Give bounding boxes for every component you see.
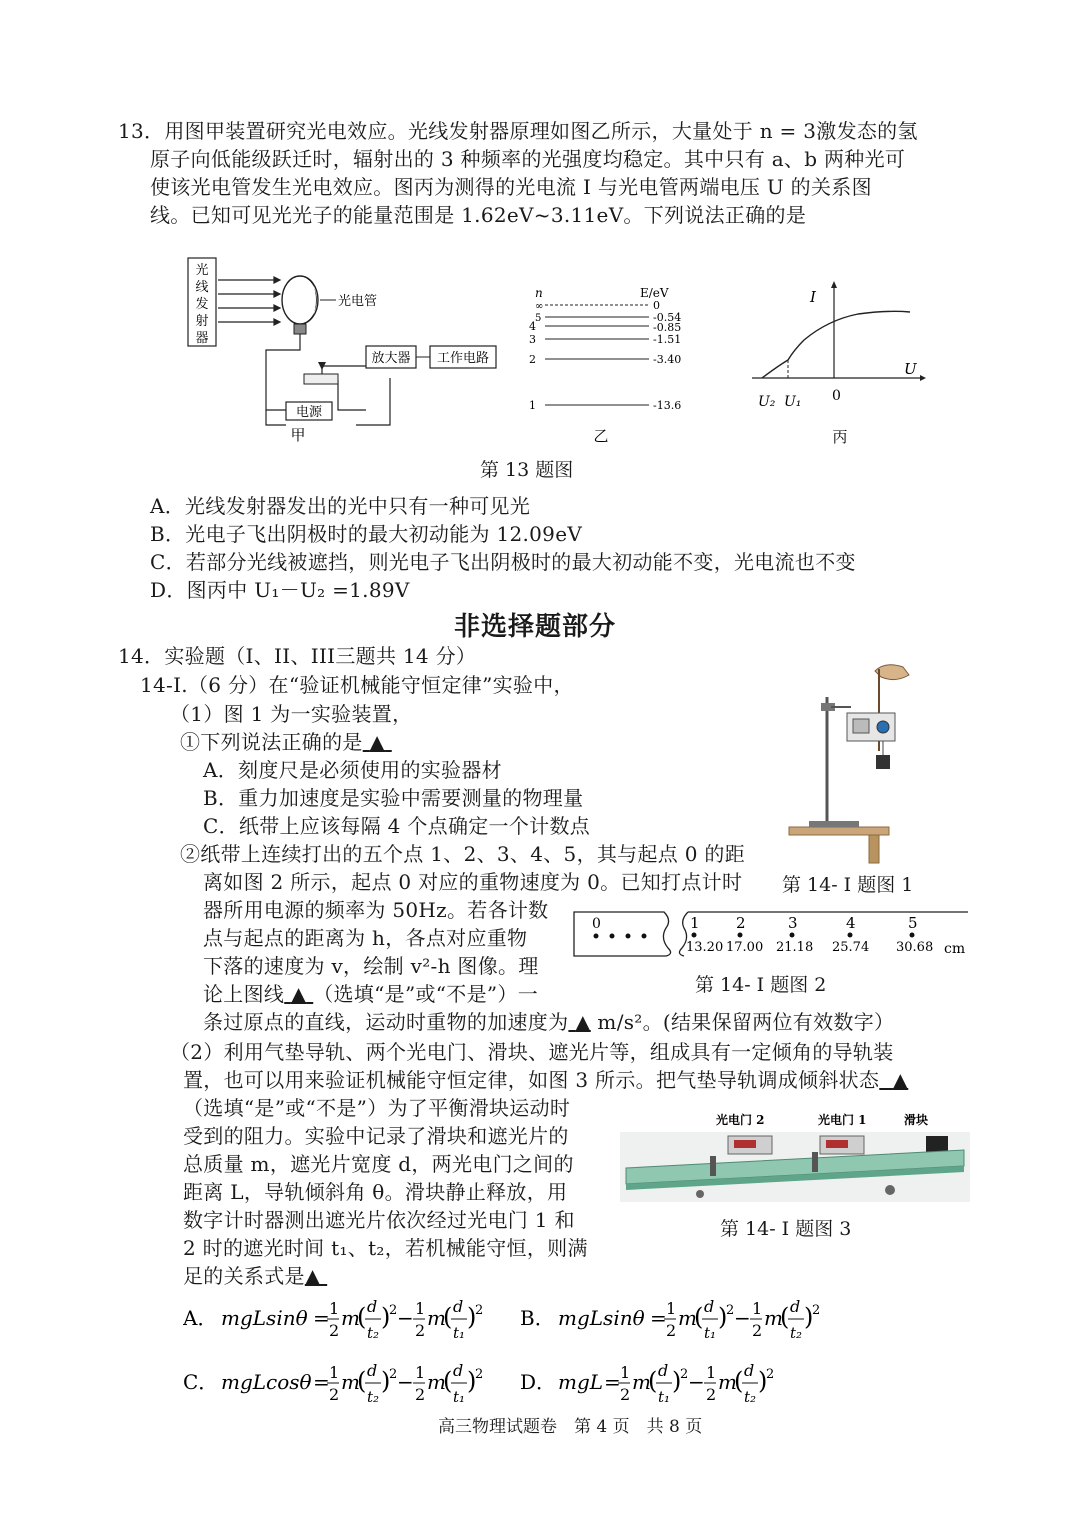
svg-text:t₁: t₁: [453, 1388, 466, 1406]
fig14-2-tape: [570, 906, 970, 962]
svg-text:A．: A．: [183, 1306, 218, 1330]
tape-start-label: 0: [592, 916, 601, 932]
svg-text:=: =: [313, 1306, 330, 1330]
q13-stem-line-4: 线。已知可见光光子的能量范围是 1.62eV~3.11eV。下列说法正确的是: [150, 203, 807, 227]
work-circuit-label: 工作电路: [436, 351, 490, 366]
svg-text:m: m: [764, 1306, 783, 1330]
q14-item2-line-2: 离如图 2 所示，起点 0 对应的重物速度为 0。已知打点计时: [203, 870, 743, 894]
tape-distance: 21.18: [776, 940, 814, 955]
formula-option-b: [520, 1292, 820, 1349]
q14-sub2-rest-6: 2 时的遮光时间 t₁、t₂，若机械能守恒，则满: [183, 1236, 588, 1260]
emitter-char: 光: [195, 263, 209, 278]
tape-distance: 30.68: [896, 940, 934, 955]
q14-sub2-rest-5: 数字计时器测出遮光片依次经过光电门 1 和: [183, 1208, 575, 1232]
emitter-char: 发: [195, 297, 209, 312]
phototube-base: [294, 324, 306, 334]
svg-text:1: 1: [620, 1363, 631, 1382]
slider-label: 滑块: [904, 1113, 929, 1127]
answer-blank: ▲: [290, 982, 307, 1006]
tape-point-label: 5: [908, 914, 918, 932]
svg-text:2: 2: [752, 1321, 763, 1340]
fig14-3-caption: 第 14- Ⅰ 题图 3: [720, 1218, 852, 1240]
q14-sub1: （1）图 1 为一实验装置，: [170, 702, 413, 726]
tape-point: [910, 933, 915, 938]
svg-text:(: (: [443, 1367, 453, 1395]
svg-text:d: d: [704, 1297, 715, 1316]
svg-text:(: (: [694, 1303, 704, 1331]
q14-sub2-rest-1: （选填“是”或“不是”）为了平衡滑块运动时: [183, 1096, 571, 1120]
svg-text:D．: D．: [520, 1370, 557, 1394]
svg-text:2: 2: [706, 1385, 717, 1404]
tape-distance: 13.20: [686, 940, 724, 955]
svg-text:2: 2: [475, 1367, 483, 1382]
svg-text:t₁: t₁: [453, 1324, 466, 1342]
svg-text:2: 2: [666, 1321, 677, 1340]
tape-point: [790, 933, 795, 938]
light-rays: [218, 277, 280, 325]
table-top: [789, 827, 889, 835]
tape-point: [738, 933, 743, 938]
svg-text:): ): [381, 1367, 391, 1395]
svg-text:2: 2: [475, 1303, 483, 1318]
tape-dot: [626, 934, 631, 939]
answer-blank: ▲: [575, 1010, 591, 1034]
q14-item2-line-1: ②纸带上连续打出的五个点 1、2、3、4、5，其与起点 0 的距: [180, 842, 746, 866]
tape-point-label: 4: [846, 914, 856, 932]
svg-text:mgLsinθ: mgLsinθ: [221, 1306, 308, 1330]
formula-option-d: [520, 1356, 780, 1413]
svg-text:m: m: [427, 1370, 446, 1394]
svg-text:(: (: [780, 1303, 790, 1331]
tape-point: [692, 933, 697, 938]
section-title: 非选择题部分: [454, 612, 617, 642]
q13-option-a: A．光线发射器发出的光中只有一种可见光: [150, 494, 531, 518]
svg-text:): ): [758, 1367, 768, 1395]
q13-stem-line-1: 13．用图甲装置研究光电效应。光线发射器原理如图乙所示，大量处于 n = 3激发态的氢: [118, 119, 918, 143]
origin-label: 0: [832, 388, 841, 404]
svg-text:): ): [467, 1367, 477, 1395]
svg-text:): ): [804, 1303, 814, 1331]
svg-text:m: m: [341, 1370, 360, 1394]
u1-label: U₁: [784, 394, 802, 410]
q14-option-a: A．刻度尺是必须使用的实验器材: [203, 758, 502, 782]
tape-distance: 17.00: [726, 940, 764, 955]
answer-blank: ▲: [369, 730, 386, 754]
q13-figure-caption: 第 13 题图: [480, 459, 574, 481]
q14-option-c: C．纸带上应该每隔 4 个点确定一个计数点: [203, 814, 591, 838]
svg-text:−: −: [397, 1370, 414, 1394]
tape-unit: cm: [944, 941, 966, 957]
svg-text:t₁: t₁: [704, 1324, 717, 1342]
q14-sub2-line-2: 置，也可以用来验证机械能守恒定律，如图 3 所示。把气垫导轨调成倾斜状态 ▲: [183, 1068, 909, 1092]
svg-text:2: 2: [766, 1367, 775, 1382]
svg-text:1: 1: [706, 1363, 717, 1382]
svg-text:mgLcosθ: mgLcosθ: [221, 1370, 312, 1394]
q14-option-b: B．重力加速度是实验中需要测量的物理量: [203, 786, 584, 810]
weight: [876, 755, 890, 769]
svg-text:m: m: [678, 1306, 697, 1330]
svg-text:=: =: [604, 1370, 621, 1394]
tape-point-label: 1: [690, 914, 700, 932]
svg-text:(: (: [357, 1367, 367, 1395]
fig14-1-apparatus: [785, 655, 915, 865]
q13-stem-line-2: 原子向低能级跃迁时，辐射出的 3 种频率的光强度均稳定。其中只有 a、b 两种光可: [150, 147, 906, 171]
phototube-bulb: [282, 276, 318, 324]
svg-text:2: 2: [620, 1385, 631, 1404]
q14-item2-line-7: 条过原点的直线，运动时重物的加速度为 ▲ m/s²。(结果保留两位有效数字）: [203, 1010, 895, 1034]
level-n: 3: [529, 333, 536, 346]
svg-text:): ): [467, 1303, 477, 1331]
svg-text:t₂: t₂: [367, 1324, 380, 1342]
svg-text:d: d: [453, 1361, 464, 1380]
svg-text:1: 1: [415, 1363, 426, 1382]
svg-text:1: 1: [415, 1299, 426, 1318]
gate2-label: 光电门 2: [716, 1113, 765, 1127]
svg-text:−: −: [734, 1306, 751, 1330]
emitter-char: 器: [195, 331, 209, 346]
svg-text:=: =: [313, 1370, 330, 1394]
hand: [875, 665, 909, 680]
svg-text:(: (: [357, 1303, 367, 1331]
u2-label: U₂: [758, 394, 776, 410]
svg-text:1: 1: [752, 1299, 763, 1318]
svg-text:B．: B．: [520, 1306, 555, 1330]
svg-text:d: d: [658, 1361, 669, 1380]
page-footer: 高三物理试题卷 第 4 页 共 8 页: [438, 1417, 703, 1437]
svg-text:−: −: [688, 1370, 705, 1394]
svg-text:t₂: t₂: [367, 1388, 380, 1406]
svg-text:m: m: [341, 1306, 360, 1330]
u-label: U: [904, 360, 917, 378]
svg-text:d: d: [367, 1361, 378, 1380]
gate1-label: 光电门 1: [818, 1113, 867, 1127]
answer-blank: ▲: [304, 1264, 321, 1288]
fig-jia-caption: 甲: [290, 426, 306, 444]
power-source-label: 电源: [295, 405, 323, 420]
level-e: 0: [653, 299, 660, 312]
level-e: -13.6: [653, 399, 682, 412]
q14-item1: [180, 728, 392, 756]
tape-point: [848, 933, 853, 938]
svg-text:2: 2: [329, 1321, 340, 1340]
svg-text:1: 1: [329, 1299, 340, 1318]
tape-dot: [642, 934, 647, 939]
formula-option-a: [183, 1292, 483, 1349]
level-n: 2: [529, 353, 536, 366]
tape-dot: [610, 934, 615, 939]
fig14-3-air-track: [620, 1110, 970, 1202]
svg-text:2: 2: [680, 1367, 689, 1382]
rheostat: [304, 374, 338, 384]
amplifier-label: 放大器: [371, 351, 411, 366]
n-axis-label: n: [535, 286, 543, 300]
q14-sub2-rest-7: 足的关系式是▲: [183, 1262, 327, 1290]
svg-text:2: 2: [329, 1385, 340, 1404]
phototube-label: 光电管: [338, 294, 378, 309]
svg-text:t₂: t₂: [790, 1324, 803, 1342]
svg-text:−: −: [397, 1306, 414, 1330]
fig-bing-iu-graph: [748, 278, 928, 450]
tape-dot: [594, 934, 599, 939]
svg-text:m: m: [632, 1370, 651, 1394]
svg-text:t₁: t₁: [658, 1388, 671, 1406]
q13-stem-line-3: 使该光电管发生光电效应。图丙为测得的光电流 I 与光电管两端电压 U 的关系图: [150, 175, 872, 199]
level-e: -3.40: [653, 353, 682, 366]
answer-blank: ▲: [892, 1068, 909, 1092]
tape-point-label: 2: [736, 914, 746, 932]
q13-option-b: B．光电子飞出阴极时的最大初动能为 12.09eV: [150, 522, 583, 546]
svg-text:d: d: [790, 1297, 801, 1316]
svg-text:1: 1: [329, 1363, 340, 1382]
svg-text:2: 2: [389, 1303, 398, 1318]
fig-jia-circuit: [180, 250, 520, 450]
tape-distance: 25.74: [832, 940, 870, 955]
svg-text:(: (: [443, 1303, 453, 1331]
fig-yi-caption: 乙: [593, 427, 609, 445]
q14-sub2-rest-2: 受到的阻力。实验中记录了滑块和遮光片的: [183, 1124, 569, 1148]
formula-option-c: [183, 1356, 483, 1413]
q14-item2-line-4: 点与起点的距离为 h，各点对应重物: [203, 926, 528, 950]
fig14-1-caption: 第 14- Ⅰ 题图 1: [782, 874, 914, 896]
svg-text:t₂: t₂: [744, 1388, 757, 1406]
svg-text:mgL: mgL: [558, 1370, 604, 1394]
svg-text:d: d: [453, 1297, 464, 1316]
svg-text:): ): [718, 1303, 728, 1331]
fig-yi-energy-levels: [525, 283, 705, 448]
svg-text:2: 2: [389, 1367, 398, 1382]
q14-item1-text: ①下列说法正确的是: [180, 730, 363, 754]
svg-text:m: m: [718, 1370, 737, 1394]
fig14-2-caption: 第 14- Ⅰ 题图 2: [695, 974, 827, 996]
svg-text:mgLsinθ: mgLsinθ: [558, 1306, 645, 1330]
energy-axis-label: E/eV: [640, 286, 669, 300]
svg-text:(: (: [734, 1367, 744, 1395]
q14-part1-header: 14-I.（6 分）在“验证机械能守恒定律”实验中，: [140, 673, 574, 697]
svg-text:C．: C．: [183, 1370, 219, 1394]
q13-option-d: D．图丙中 U₁－U₂ =1.89V: [150, 578, 410, 602]
svg-text:): ): [381, 1303, 391, 1331]
svg-text:2: 2: [415, 1385, 426, 1404]
iu-curve: [762, 311, 910, 378]
level-n: 1: [529, 399, 536, 412]
q14-sub2-rest-3: 总质量 m，遮光片宽度 d，两光电门之间的: [183, 1152, 574, 1176]
fig-bing-caption: 丙: [832, 428, 848, 446]
svg-text:2: 2: [415, 1321, 426, 1340]
q14-item2-line-6: 论上图线 ▲ （选填“是”或“不是”）一: [203, 982, 539, 1006]
q14-sub2-rest-4: 距离 L，导轨倾斜角 θ。滑块静止释放，用: [183, 1180, 568, 1204]
level-e: -1.51: [653, 333, 682, 346]
level-n: 4: [529, 320, 536, 333]
svg-text:1: 1: [666, 1299, 677, 1318]
emitter-char: 射: [195, 314, 209, 329]
level-e: -0.85: [653, 321, 682, 334]
svg-text:): ): [672, 1367, 682, 1395]
svg-text:m: m: [427, 1306, 446, 1330]
emitter-char: 线: [195, 280, 209, 295]
svg-text:(: (: [648, 1367, 658, 1395]
svg-text:2: 2: [812, 1303, 820, 1318]
tape-point-label: 3: [788, 914, 798, 932]
q14-sub2-line-1: （2）利用气垫导轨、两个光电门、滑块、遮光片等，组成具有一定倾角的导轨装: [170, 1040, 894, 1064]
svg-text:2: 2: [726, 1303, 735, 1318]
level-e: -0.54: [653, 311, 682, 324]
svg-text:d: d: [744, 1361, 755, 1380]
svg-text:=: =: [650, 1306, 667, 1330]
svg-text:d: d: [367, 1297, 378, 1316]
q14-item2-line-5: 下落的速度为 v，绘制 v²-h 图像。理: [203, 954, 539, 978]
i-label: I: [810, 288, 816, 306]
level-n: 5: [535, 313, 542, 324]
level-n: ∞: [535, 301, 544, 312]
q13-option-c: C．若部分光线被遮挡，则光电子飞出阴极时的最大初动能不变，光电流也不变: [150, 550, 856, 574]
q14-header: 14．实验题（I、II、III三题共 14 分）: [118, 644, 477, 668]
q14-item2-line-3: 器所用电源的频率为 50Hz。若各计数: [203, 898, 549, 922]
